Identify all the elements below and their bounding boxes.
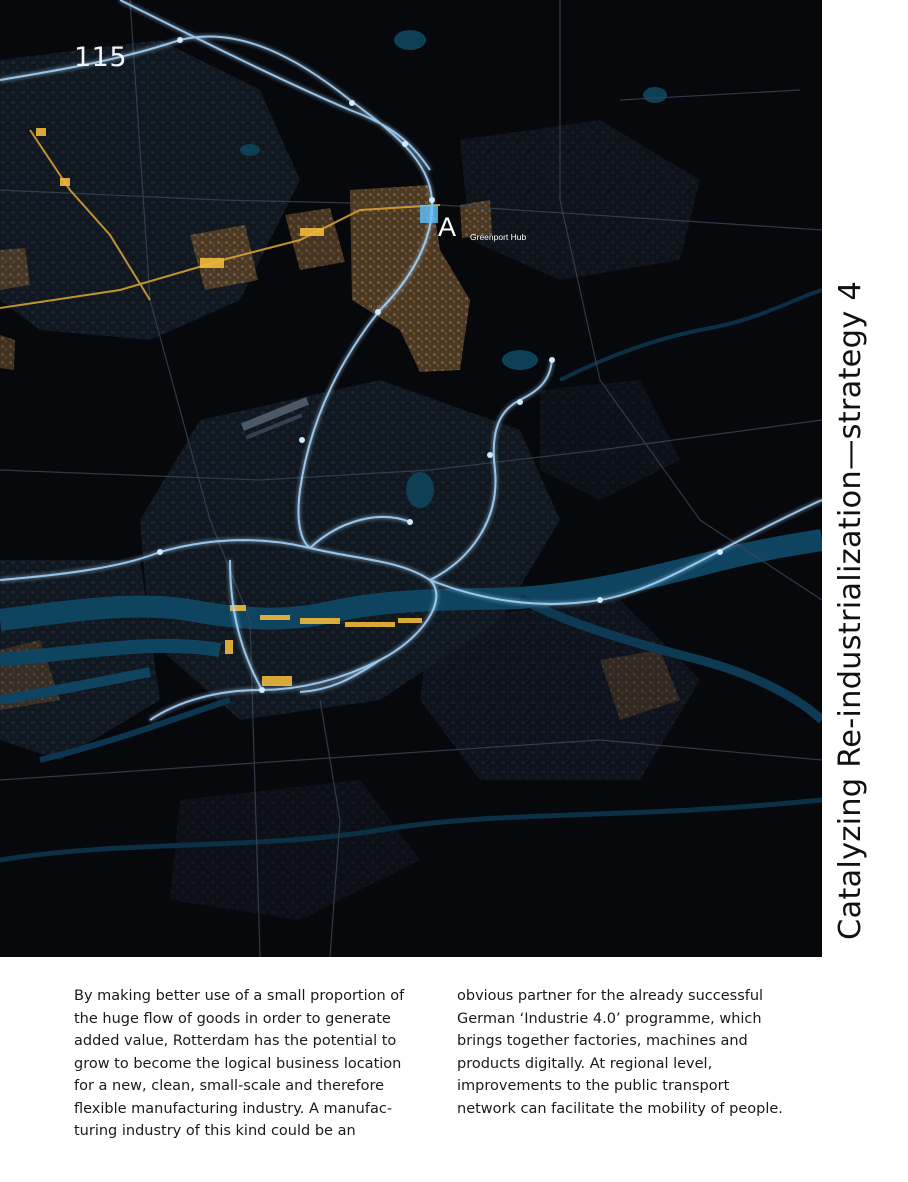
text-line: obvious partner for the already successful [457, 988, 764, 1004]
text-line: network can facilitate the mobility of people. [457, 1100, 783, 1117]
text-line: flexible manufacturing industry. A manufac- [74, 1100, 393, 1117]
chapter-title: Catalyzing Re-industrialization—strategy 4 [833, 281, 868, 940]
text-line: for a new, clean, small-scale and therefore [74, 1078, 385, 1094]
page-number: 115 [74, 42, 128, 73]
text-line: German ‘Industrie 4.0’ programme, which [457, 1010, 762, 1027]
text-line: improvements to the public transport [457, 1078, 730, 1094]
text-line: turing industry of this kind could be an [74, 1123, 356, 1139]
text-line: brings together factories, machines and [457, 1033, 748, 1049]
body-text-left-column [74, 985, 404, 1143]
map-marker-letter: A [438, 212, 457, 242]
text-line: By making better use of a small proportion of [74, 988, 405, 1004]
urban-areas [0, 40, 700, 920]
text-line: added value, Rotterdam has the potential to [74, 1033, 397, 1049]
text-line: products digitally. At regional level, [457, 1055, 713, 1072]
hub-glow [420, 205, 438, 223]
text-line: grow to become the logical business location [74, 1055, 402, 1072]
text-line: the huge flow of goods in order to generate [74, 1010, 391, 1027]
body-text-right-column [457, 985, 783, 1120]
map-marker-label: Greenport Hub [470, 232, 527, 242]
